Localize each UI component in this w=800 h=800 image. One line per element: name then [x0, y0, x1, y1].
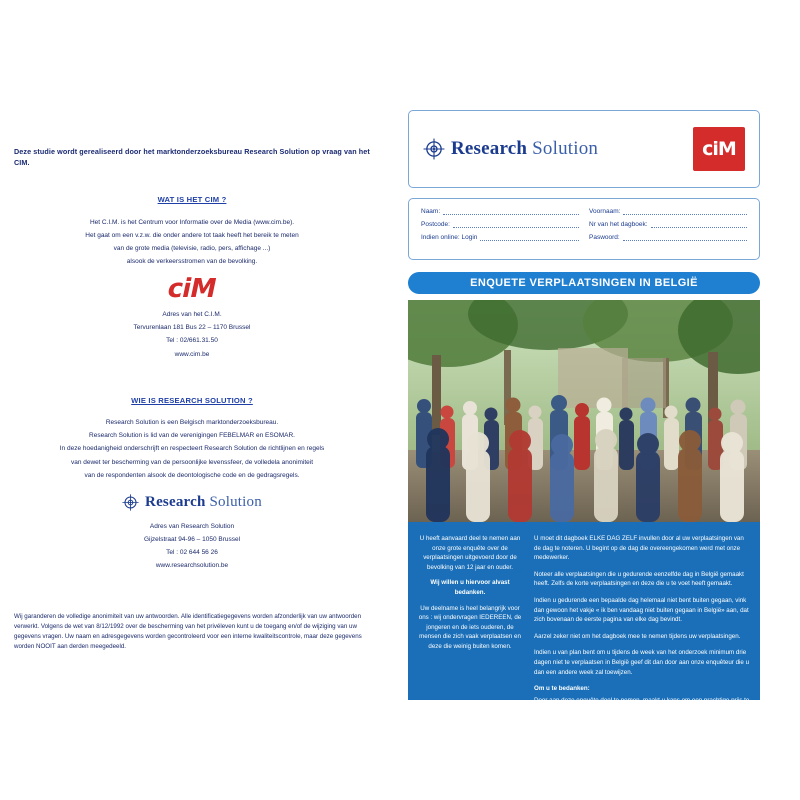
instruction-paragraph: Indien u gedurende een bepaalde dag helemaal niet bent buiten gegaan, vink dan gewoon het vakje « ik ben vandaag niet buiten gegaan in België» aan, dat zich bovenaan de eerste pagina van elke dag bevindt. [534, 597, 749, 624]
cim-address-line: Tervurenlaan 181 Bus 22 – 1170 Brussel [133, 324, 251, 332]
field-label: Nr van het dagboek: [589, 221, 648, 228]
form-row [421, 220, 747, 228]
section-title-research-solution: WIE IS RESEARCH SOLUTION ? [131, 395, 253, 405]
field-label: Indien online: Login [421, 234, 478, 241]
rs-word-research: Research [145, 493, 206, 510]
paswoord-input[interactable] [623, 233, 747, 241]
sidebar-thanks: Wij willen u hiervoor alvast bedanken. [430, 579, 510, 597]
form-row [421, 207, 747, 215]
research-solution-logo-header [423, 138, 598, 160]
rs-desc-line: van dewet ter bescherming van de persoonlijke levenssfeer, de volledela anonimiteit [70, 458, 314, 466]
voornaam-input[interactable] [623, 207, 747, 215]
left-column [12, 146, 372, 686]
rs-address-line: Gijzelstraat 94-96 – 1050 Brussel [143, 535, 241, 543]
cim-desc-line: alsook de verkeersstromen van de bevolking. [126, 258, 258, 266]
respondent-form [408, 198, 760, 260]
field-voornaam[interactable] [589, 207, 747, 215]
instructions-text [534, 534, 750, 724]
rs-desc-line: van de respondenten alsook de deontologische code en de gedragsregels. [84, 471, 300, 479]
instruction-paragraph: Aarzel zeker niet om het dagboek mee te nemen tijdens uw verplaatsingen. [534, 632, 741, 640]
cim-address-label: Adres van het C.I.M. [162, 311, 222, 319]
crowd-photo [408, 300, 760, 522]
rs-word-research: Research [451, 138, 528, 159]
instructions-panel [408, 522, 760, 724]
rs-desc-line: Research Solution is lid van de verenigingen FEBELMAR en ESOMAR. [89, 432, 295, 440]
cim-logo-text: ciM [165, 274, 219, 305]
postcode-input[interactable] [453, 220, 579, 228]
login-input[interactable] [480, 233, 579, 241]
field-paswoord[interactable] [589, 233, 747, 241]
field-naam[interactable] [421, 207, 579, 215]
research-solution-logo [12, 491, 372, 514]
cim-logo [165, 274, 219, 305]
crowd-photo-illustration [408, 300, 760, 522]
instruction-paragraph: U moet dit dagboek ELKE DAG ZELF invullen door al uw verplaatsingen van de dag te noteren. U begint op de dag die overeengekomen werd met onze medewerker. [534, 535, 744, 562]
cim-desc-line: Het C.I.M. is het Centrum voor Informatie over de Media (www.cim.be). [89, 219, 295, 227]
field-label: Naam: [421, 208, 441, 215]
target-icon [122, 494, 139, 511]
rs-desc-line: Research Solution is een Belgisch marktonderzoeksbureau. [105, 419, 279, 427]
rs-website[interactable]: www.researchsolution.be [155, 562, 229, 570]
cim-website[interactable]: www.cim.be [174, 350, 210, 358]
survey-title-banner: ENQUETE VERPLAATSINGEN IN BELGIË [408, 272, 760, 294]
field-label: Postcode: [421, 221, 450, 228]
sidebar-message [418, 534, 522, 690]
cim-logo-header: ciM [693, 127, 745, 171]
study-headline: Deze studie wordt gerealiseerd door het marktonderzoeksbureau Research Solution op vraag van het CIM. [14, 147, 370, 168]
research-solution-wordmark-header [451, 138, 598, 160]
field-label: Voornaam: [589, 208, 621, 215]
cim-desc-line: Het gaat om een v.z.w. die onder andere tot taak heeft het bereik te meten [85, 232, 299, 240]
research-solution-wordmark [145, 491, 262, 514]
rs-word-solution: Solution [209, 493, 262, 510]
dagboeknummer-input[interactable] [651, 220, 747, 228]
bonus-title: Om u te bedanken: [534, 685, 590, 693]
naam-input[interactable] [443, 207, 579, 215]
sidebar-intro: U heeft aanvaard deel te nemen aan onze grote enquête over de verplaatsingen uitgevoerd door de bevolking van 12 jaar en ouder. [419, 535, 521, 571]
sidebar-note: Uw deelname is heel belangrijk voor ons : wij ondervragen IEDEREEN, de jongeren en de iets ouderen, de mensen die zich vaak verplaatsen en deze die weinig buiten komen. [418, 604, 522, 651]
section-title-cim: WAT IS HET CIM ? [157, 195, 227, 205]
right-panel [408, 110, 780, 724]
rs-address-line: Tel : 02 644 56 26 [166, 549, 218, 557]
header-card [408, 110, 760, 188]
target-icon [423, 138, 445, 160]
instruction-paragraph: Indien u van plan bent om u tijdens de week van het onderzoek minimum drie dagen niet te verplaatsen in België geef dit dan door aan onze enquêteur die u dan een andere week zal toewijzen. [534, 649, 750, 676]
form-row [421, 233, 747, 241]
rs-word-solution: Solution [532, 138, 599, 159]
bonus-text: Door aan deze enquête deel te nemen, maakt u kans om een prachtige prijs te winnen. Elke 2 maanden worden er 24 winnaars bij trekking bepaald. Zij krijgen een cadeaubon die varieert tussen 20 € en 250 €. [534, 696, 750, 724]
field-dagboeknummer[interactable] [589, 220, 747, 228]
field-postcode[interactable] [421, 220, 579, 228]
cim-address-line: Tel : 02/661.31.50 [166, 337, 218, 345]
spacer [12, 379, 372, 395]
field-label: Paswoord: [589, 234, 620, 241]
privacy-footer: Wij garanderen de volledige anonimiteit van uw antwoorden. Alle identificatiegegevens worden afzonderlijk van uw antwoorden verwerkt. Volgens de wet van 8/12/1992 over de bescherming van het privéleven kunt u de toegang en/of de wijziging van uw gegevens vragen. Uw naam en adresgegevens worden gecontroleerd voor een interne kwaliteitscontrole, maar deze gegevens worden NOOIT aan derden meegedeeld. [14, 613, 362, 650]
rs-address-label: Adres van Research Solution [149, 522, 235, 530]
spacer [12, 363, 372, 379]
rs-desc-line: In deze hoedanigheid onderschrijft en respecteert Research Solution de richtlijnen en regels [59, 445, 325, 453]
instruction-paragraph: Noteer alle verplaatsingen die u gedurende eenzelfde dag in België gemaakt heeft. Zelfs de korte verplaatsingen en deze die u te voet heeft gemaakt. [534, 570, 744, 588]
cim-desc-line: van de grote media (televisie, radio, pers, affichage ...) [113, 245, 271, 253]
field-login[interactable] [421, 233, 579, 241]
